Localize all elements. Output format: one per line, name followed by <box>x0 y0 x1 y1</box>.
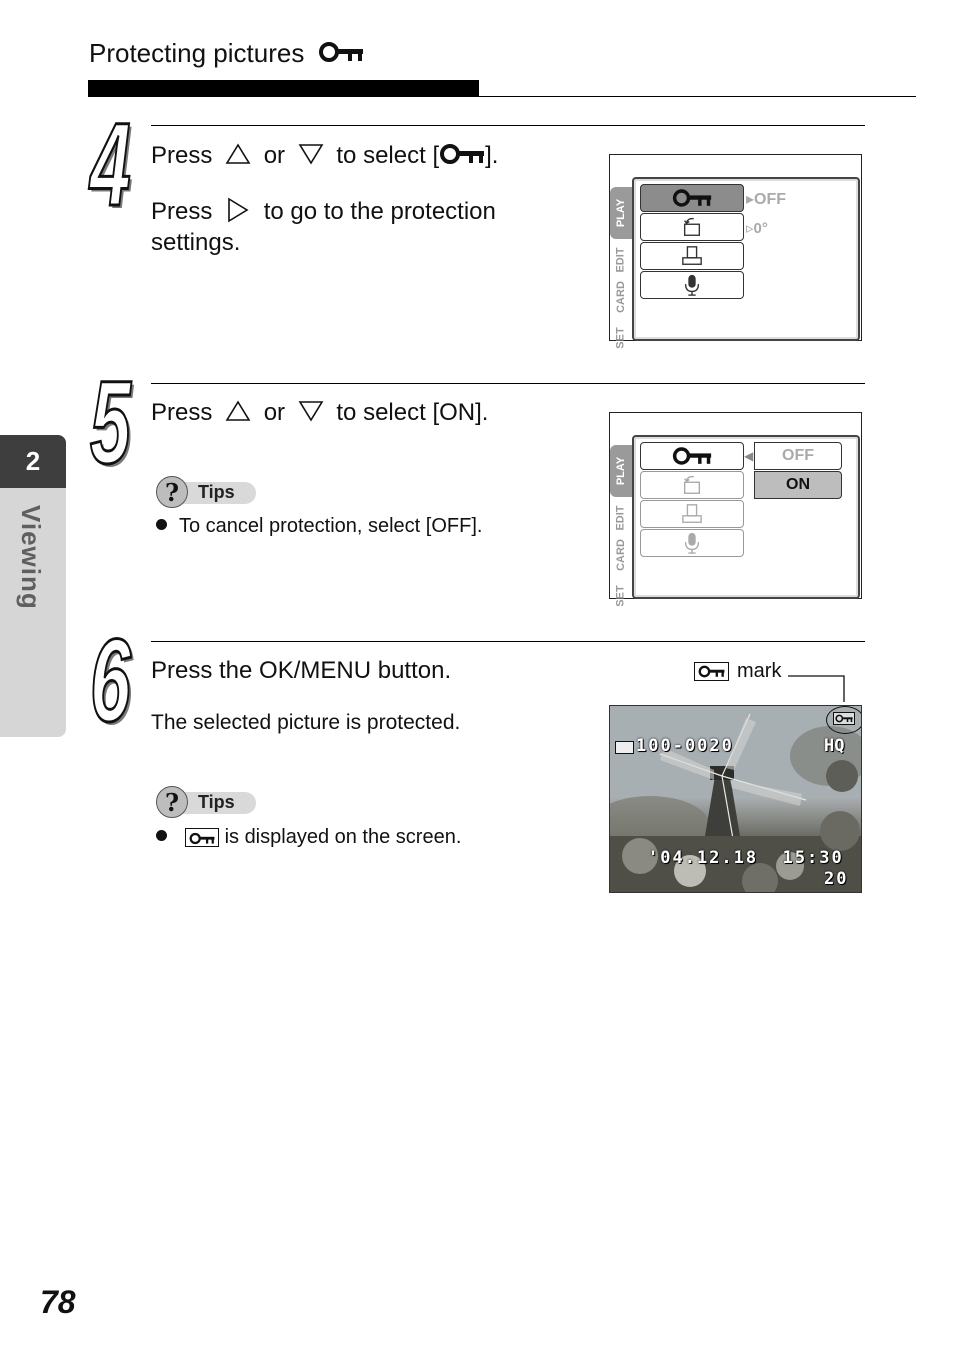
menu-tabs <box>610 185 634 349</box>
protect-key-icon <box>672 188 712 208</box>
callout-line <box>780 668 850 704</box>
caret-left-icon: ◀ <box>744 449 754 463</box>
tab-set: SET <box>615 585 627 607</box>
rotate-icon <box>681 216 703 238</box>
bracket-close: ]. <box>485 142 499 169</box>
tab-play: PLAY <box>610 445 632 497</box>
chapter-number: 2 <box>0 435 66 488</box>
tab-card: CARD <box>615 281 627 313</box>
menu-item-print[interactable] <box>640 500 744 528</box>
step-4-line-1 <box>151 140 498 171</box>
protect-mark-icon <box>185 828 219 847</box>
tip-bullet <box>156 515 482 538</box>
mic-icon <box>681 274 703 296</box>
or-label: or <box>263 142 286 169</box>
rotate-icon <box>681 474 703 496</box>
frame-count: 20 <box>824 869 849 889</box>
mic-icon <box>681 532 703 554</box>
step-6-rule <box>151 641 865 642</box>
menu-item-rotate[interactable] <box>640 213 744 241</box>
step-6-number: 6 <box>90 615 131 747</box>
protect-key-icon <box>672 446 712 466</box>
menu-screen-2 <box>609 412 862 607</box>
question-icon: ? <box>156 476 188 508</box>
page-title <box>89 38 364 69</box>
date-time: '04.12.18 15:30 <box>648 848 844 868</box>
card-icon <box>615 741 634 754</box>
menu-item-protect[interactable] <box>640 442 744 470</box>
tips-badge <box>156 477 266 507</box>
page-title-text: Protecting pictures <box>89 38 305 68</box>
tab-edit: EDIT <box>615 505 627 531</box>
option-off[interactable]: OFF <box>754 442 842 470</box>
title-bar <box>88 80 479 97</box>
or-label: or <box>263 399 286 426</box>
tip-text: is displayed on the screen. <box>224 826 462 848</box>
title-rule <box>479 96 916 97</box>
step-4-number: 4 <box>90 99 131 231</box>
print-icon <box>681 245 703 267</box>
bullet-dot <box>156 519 167 530</box>
step-4-rule <box>151 125 865 126</box>
bullet-dot <box>156 830 167 841</box>
protect-key-icon <box>318 41 364 63</box>
protect-mark-icon <box>694 662 729 681</box>
tips-label: Tips <box>198 792 235 812</box>
to-select-label: to select [ <box>336 142 440 169</box>
press-label: Press <box>151 198 213 225</box>
step-6-subtext: The selected picture is protected. <box>151 711 461 734</box>
protect-value: ▸OFF <box>746 191 787 208</box>
tips-badge <box>156 787 266 817</box>
arrow-right-icon <box>227 197 249 223</box>
menu-item-print[interactable] <box>640 242 744 270</box>
step-5-rule <box>151 383 865 384</box>
tip-bullet <box>156 826 461 849</box>
press-label: Press <box>151 142 213 169</box>
tip-text: To cancel protection, select [OFF]. <box>179 515 483 537</box>
step-5-line-1 <box>151 397 488 428</box>
step-6-instruction: Press the OK/MENU button. <box>151 657 452 684</box>
playback-photo <box>609 705 862 893</box>
tab-play: PLAY <box>610 187 632 239</box>
press-label: Press <box>151 399 213 426</box>
menu-item-record[interactable] <box>640 529 744 557</box>
rotate-value: ▹0° <box>746 220 768 237</box>
tab-edit: EDIT <box>615 247 627 273</box>
arrow-down-icon <box>298 143 324 165</box>
page-number: 78 <box>40 1284 76 1320</box>
protect-mark-icon <box>833 712 855 725</box>
file-number: 100-0020 <box>636 736 734 756</box>
quality-badge: HQ <box>824 736 845 756</box>
tab-card: CARD <box>615 539 627 571</box>
step-5-number: 5 <box>90 357 131 489</box>
arrow-up-icon <box>225 143 251 165</box>
tab-set: SET <box>615 327 627 349</box>
menu-item-rotate[interactable] <box>640 471 744 499</box>
step-4-line-2 <box>151 196 571 258</box>
menu-tabs <box>610 443 634 607</box>
menu-screen-1 <box>609 154 862 349</box>
print-icon <box>681 503 703 525</box>
menu-item-record[interactable] <box>640 271 744 299</box>
settings-text: settings. <box>151 229 241 256</box>
menu-item-protect[interactable] <box>640 184 744 212</box>
arrow-up-icon <box>225 400 251 422</box>
option-on[interactable]: ON <box>754 471 842 499</box>
tips-label: Tips <box>198 482 235 502</box>
protect-key-icon <box>439 143 485 165</box>
protection-text: to go to the protection <box>263 198 496 225</box>
question-icon: ? <box>156 786 188 818</box>
callout-label: mark <box>737 660 782 682</box>
arrow-down-icon <box>298 400 324 422</box>
chapter-label: Viewing <box>16 505 46 610</box>
to-select-label: to select [ON]. <box>336 399 489 426</box>
